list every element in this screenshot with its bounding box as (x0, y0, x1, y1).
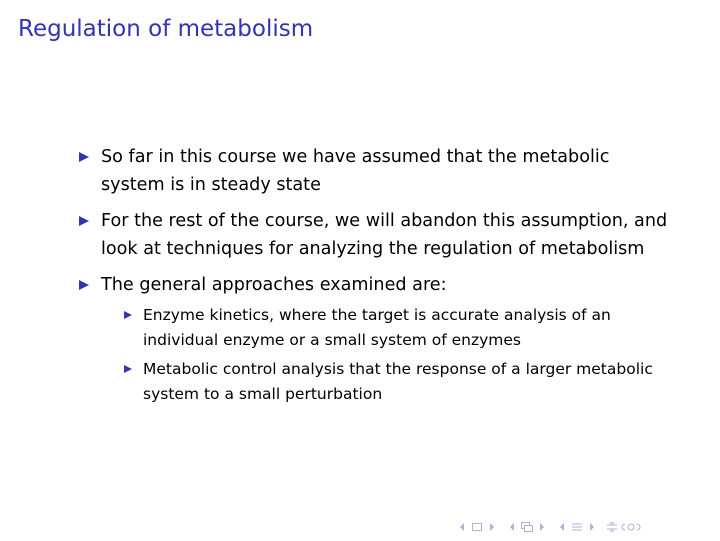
bullet-item (76, 207, 676, 263)
bullet-triangle-icon (79, 280, 89, 290)
sub-bullet-list (121, 303, 676, 407)
section-nav-group (555, 521, 599, 533)
sub-bullet-triangle-icon (124, 365, 132, 373)
next-frame-icon[interactable] (485, 521, 499, 533)
bullet-item (76, 143, 676, 199)
bullet-item (76, 271, 676, 407)
subsection-nav-group (505, 521, 549, 533)
bullet-triangle-icon (79, 152, 89, 162)
prev-frame-icon[interactable] (455, 521, 469, 533)
prev-subsection-icon[interactable] (505, 521, 519, 533)
sub-bullet-text: Enzyme kinetics, where the target is accurate analysis of an individual enzyme or a small system of enzymes (143, 306, 611, 349)
frame-icon[interactable] (470, 521, 484, 533)
search-icon[interactable] (620, 521, 642, 533)
prev-section-icon[interactable] (555, 521, 569, 533)
subsection-icon[interactable] (520, 521, 534, 533)
beamer-navigation-bar (455, 520, 642, 534)
bullet-list (76, 143, 676, 415)
bullet-text: So far in this course we have assumed that the metabolic system is in steady state (101, 147, 610, 195)
align-icon[interactable] (605, 521, 619, 533)
sub-bullet-item (121, 357, 676, 407)
bullet-triangle-icon (79, 216, 89, 226)
section-icon[interactable] (570, 521, 584, 533)
bullet-text: For the rest of the course, we will abandon this assumption, and look at techniques for analyzing the regulation of metabolism (101, 211, 668, 259)
sub-bullet-triangle-icon (124, 311, 132, 319)
sub-bullet-text: Metabolic control analysis that the response of a larger metabolic system to a small perturbation (143, 360, 653, 403)
next-subsection-icon[interactable] (535, 521, 549, 533)
frame-nav-group (455, 521, 499, 533)
misc-nav-group (605, 521, 642, 533)
next-section-icon[interactable] (585, 521, 599, 533)
bullet-text: The general approaches examined are: (101, 275, 447, 295)
sub-bullet-item (121, 303, 676, 353)
frame-title: Regulation of metabolism (18, 16, 314, 42)
